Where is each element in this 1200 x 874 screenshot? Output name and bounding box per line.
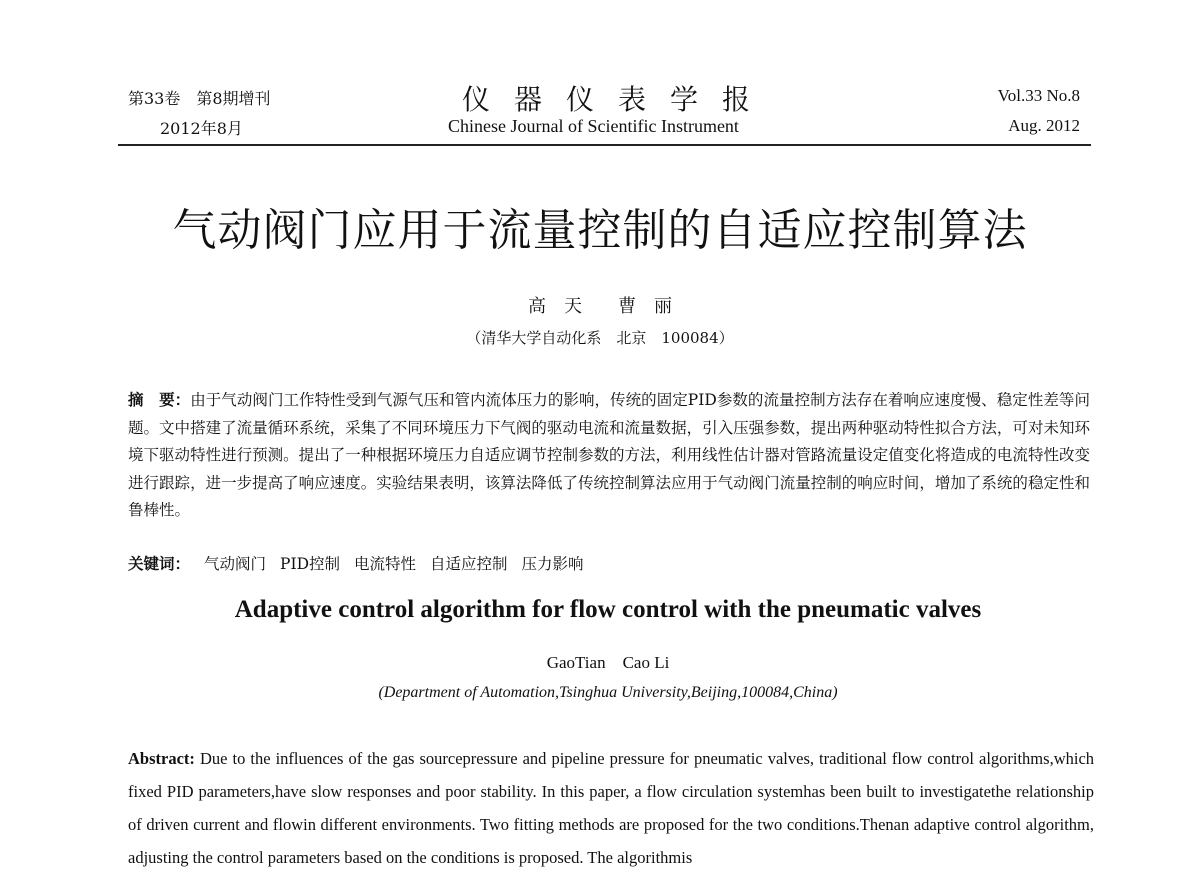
keyword: 压力影响 (521, 555, 584, 573)
abstract-cn-label: 摘 要： (128, 390, 191, 409)
header-rule (118, 144, 1091, 146)
keyword: 电流特性 (354, 555, 417, 573)
abstract-cn (128, 386, 1090, 525)
keyword: PID控制 (280, 555, 341, 573)
date-en: Aug. 2012 (1008, 116, 1080, 135)
keywords-cn-label: 关键词： (128, 554, 191, 573)
authors-cn: 高 天 曹 丽 (528, 296, 672, 317)
abstract-cn-text: 由于气动阀门工作特性受到气源气压和管内流体压力的影响，传统的固定PID参数的流量控制方法存在着响应速度慢、稳定性差等问题。文中搭建了流量循环系统，采集了不同环境压力下气阀的驱动电流和流量数据，引入压强参数，提出两种驱动特性拟合方法，可对未知环境下驱动特性进行预测。提出了一种根据环境压力自适应调节控制参数的方法，利用线性估计器对管路流量设定值变化将造成的电流特性改变进行跟踪，进一步提高了响应速度。实验结果表明，该算法降低了传统控制算法应用于气动阀门流量控制的响应时间，增加了系统的稳定性和鲁棒性。 (128, 391, 1090, 519)
date-cn: 2012年8月 (160, 119, 243, 138)
keywords-cn (128, 552, 584, 574)
affiliation-cn: （清华大学自动化系 北京 100084） (466, 329, 734, 347)
authors-en: GaoTian Cao Li (546, 653, 670, 672)
journal-title-en: Chinese Journal of Scientific Instrument (448, 116, 739, 136)
volume-en: Vol.33 No.8 (997, 86, 1080, 105)
abstract-en (128, 742, 1094, 874)
affiliation-en: (Department of Automation,Tsinghua University,Beijing,100084,China) (378, 684, 838, 701)
abstract-en-text: Due to the influences of the gas sourcepressure and pipeline pressure for pneumatic valves, traditional flow control algorithms,which fixed PID parameters,have slow responses and poor stability. In this paper, a flow circulation systemhas been built to investigatethe relationship of driven current and flowin different environments. Two fitting methods are proposed for the two conditions.Thenan adaptive control algorithm, adjusting the control parameters based on the conditions is proposed. The algorithmis (128, 749, 1095, 867)
paper-title-en: Adaptive control algorithm for flow control with the pneumatic valves (234, 596, 982, 623)
paper-title-cn: 气动阀门应用于流量控制的自适应控制算法 (172, 205, 1028, 256)
journal-title-cn: 仪器仪表学报 (462, 83, 775, 116)
keyword: 气动阀门 (204, 555, 267, 573)
keyword: 自适应控制 (430, 555, 508, 573)
abstract-en-label: Abstract: (128, 749, 195, 768)
volume-issue-cn: 第33卷 第8期增刊 (128, 89, 271, 108)
